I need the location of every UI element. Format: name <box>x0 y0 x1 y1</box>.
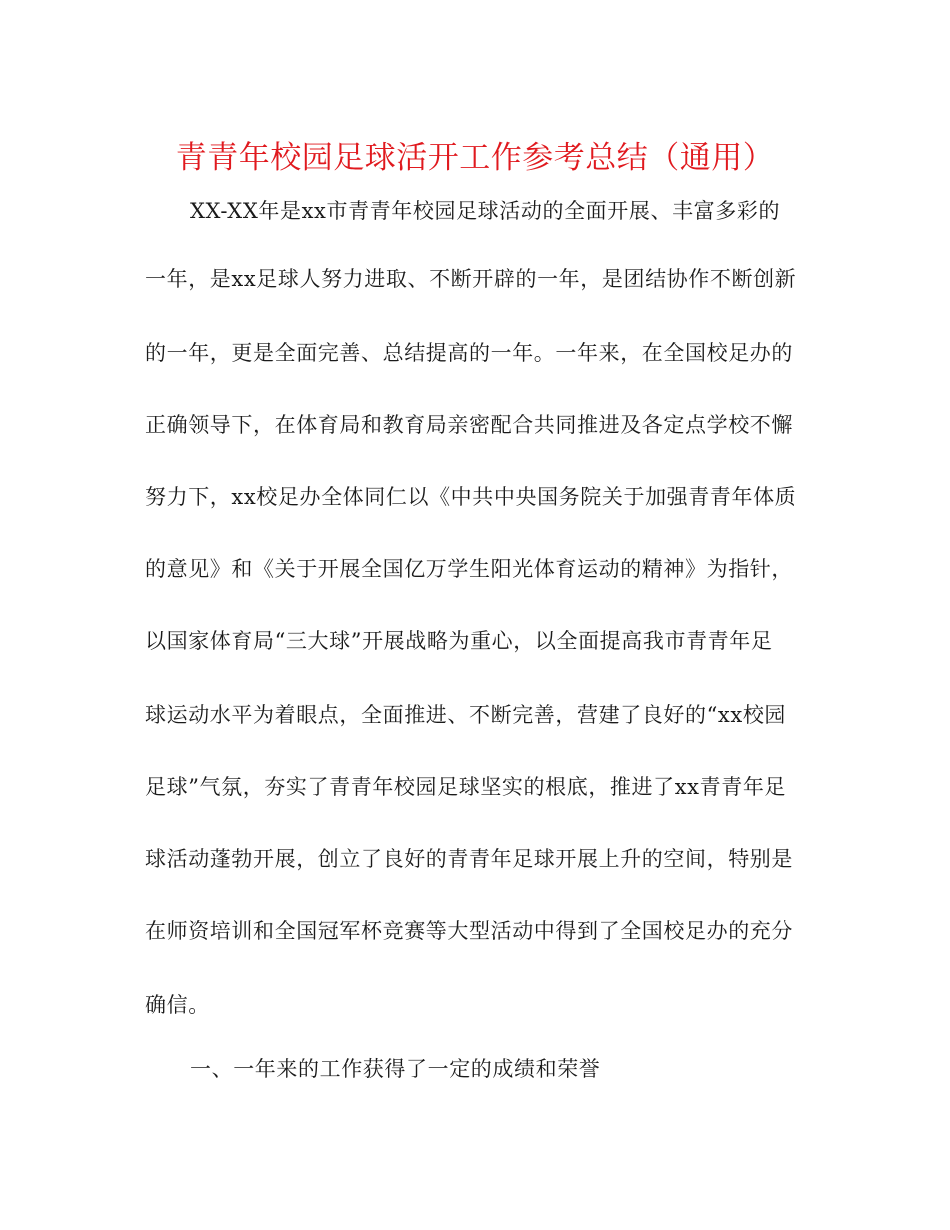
paragraph-line: 一年，是xx足球人努力进取、不断开辟的一年，是团结协作不断创新 <box>145 267 797 291</box>
paragraph-line: XX-XX年是xx市青青年校园足球活动的全面开展、丰富多彩的 <box>190 199 781 223</box>
paragraph-line: 足球”气氛，夯实了青青年校园足球坚实的根底，推进了xx青青年足 <box>145 775 787 799</box>
paragraph-line: 球活动蓬勃开展，创立了良好的青青年足球开展上升的空间，特别是 <box>145 847 793 871</box>
paragraph-line: 正确领导下，在体育局和教育局亲密配合共同推进及各定点学校不懈 <box>145 413 793 437</box>
document-title: 青青年校园足球活开工作参考总结（通用） <box>175 140 775 176</box>
paragraph-line: 球运动水平为着眼点，全面推进、不断完善，营建了良好的“xx校园 <box>145 703 787 727</box>
section-heading: 一、一年来的工作获得了一定的成绩和荣誉 <box>190 1057 601 1081</box>
paragraph-line: 在师资培训和全国冠军杯竞赛等大型活动中得到了全国校足办的充分 <box>145 919 793 943</box>
paragraph-line: 以国家体育局“三大球”开展战略为重心，以全面提高我市青青年足 <box>145 629 773 653</box>
paragraph-line: 的一年，更是全面完善、总结提高的一年。一年来，在全国校足办的 <box>145 341 793 365</box>
paragraph-line: 努力下，xx校足办全体同仁以《中共中央国务院关于加强青青年体质 <box>145 485 797 509</box>
paragraph-line: 的意见》和《关于开展全国亿万学生阳光体育运动的精神》为指针， <box>145 557 793 581</box>
paragraph-line: 确信。 <box>145 993 210 1017</box>
